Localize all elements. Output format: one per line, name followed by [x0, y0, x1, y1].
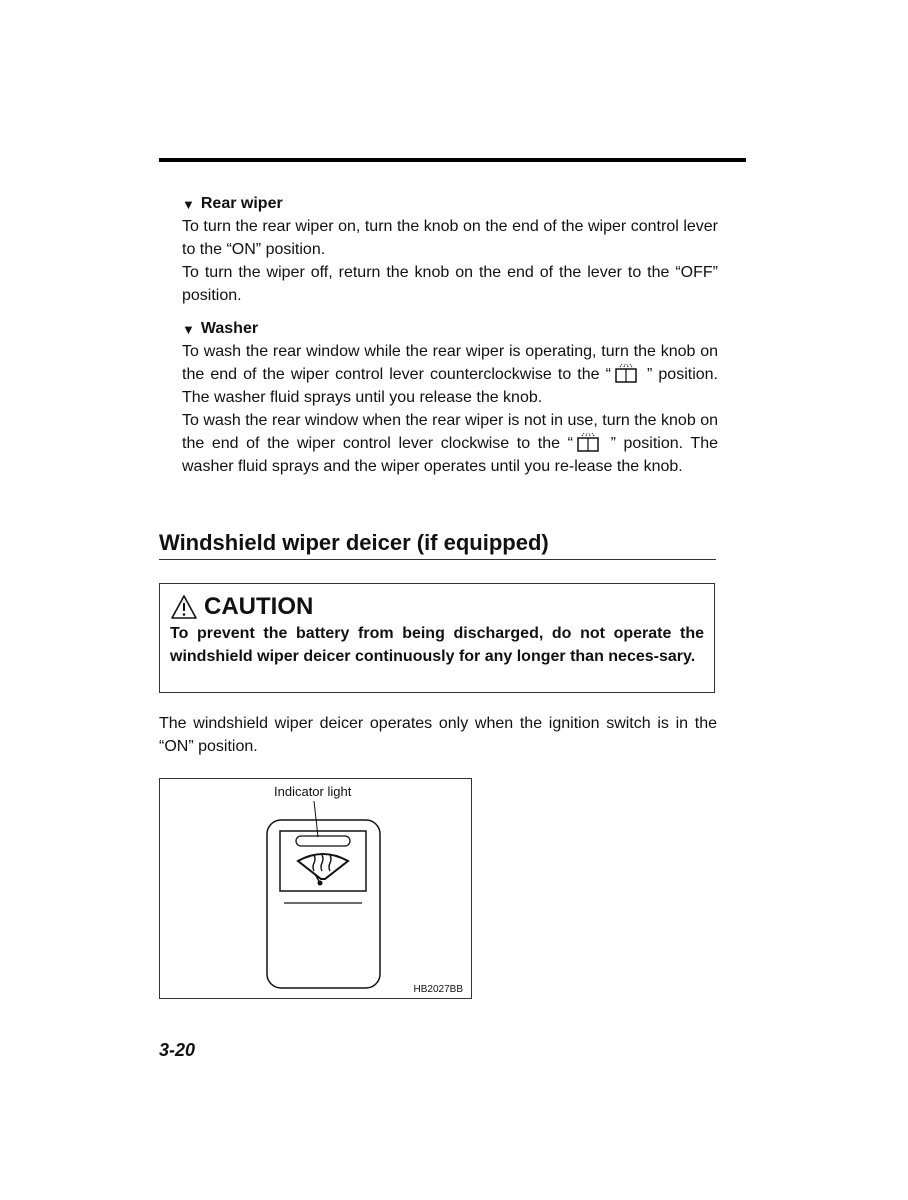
rear-wiper-paragraph-on: To turn the rear wiper on, turn the knob on the end of the wiper control lever to the “ON” position. [182, 218, 718, 258]
washer-para1-text-a: To wash the rear window while the rear wiper is operating, turn the knob on the end of the wiper control lever counterclockwise to the “ [182, 343, 718, 383]
washer-paragraph-not-in-use [182, 409, 718, 478]
triangle-bullet-icon: ▼ [182, 197, 195, 212]
washer-section [182, 317, 718, 478]
washer-paragraph-operating [182, 340, 718, 409]
figure-code: HB2027BB [413, 984, 463, 995]
washer-heading [182, 317, 718, 340]
caution-box [159, 583, 715, 693]
indicator-light-callout: Indicator light [274, 784, 352, 799]
rear-wiper-paragraph-off: To turn the wiper off, return the knob on the end of the lever to the “OFF” position. [182, 264, 718, 304]
warning-triangle-icon [170, 594, 198, 620]
section-title: Windshield wiper deicer (if equipped) [159, 528, 716, 560]
rear-washer-icon [575, 432, 601, 452]
deicer-switch-figure [159, 778, 472, 999]
triangle-bullet-icon: ▼ [182, 322, 195, 337]
rear-wiper-section [182, 192, 718, 307]
caution-heading-text: CAUTION [204, 593, 314, 620]
page-number: 3-20 [159, 1040, 196, 1060]
rear-wiper-heading-text: Rear wiper [200, 195, 283, 212]
deicer-switch-illustration [160, 779, 473, 1000]
washer-para2-text-a: To wash the rear window when the rear wiper is not in use, turn the knob on the end of the wiper control lever clockwise to the “ [182, 412, 718, 452]
washer-para2-text-b: ” position. The washer fluid sprays and the wiper operates until you re-lease the knob. [182, 435, 718, 475]
rear-wiper-heading [182, 192, 718, 215]
top-rule [159, 158, 746, 162]
caution-text: To prevent the battery from being discharged, do not operate the windshield wiper deicer continuously for any longer than neces-sary. [170, 625, 704, 665]
caution-heading [170, 592, 704, 622]
washer-heading-text: Washer [200, 320, 259, 337]
washer-para1-text-b: ” position. The washer fluid sprays until you release the knob. [182, 366, 719, 406]
deicer-description: The windshield wiper deicer operates only when the ignition switch is in the “ON” position. [159, 715, 717, 755]
rear-washer-icon [613, 363, 639, 383]
